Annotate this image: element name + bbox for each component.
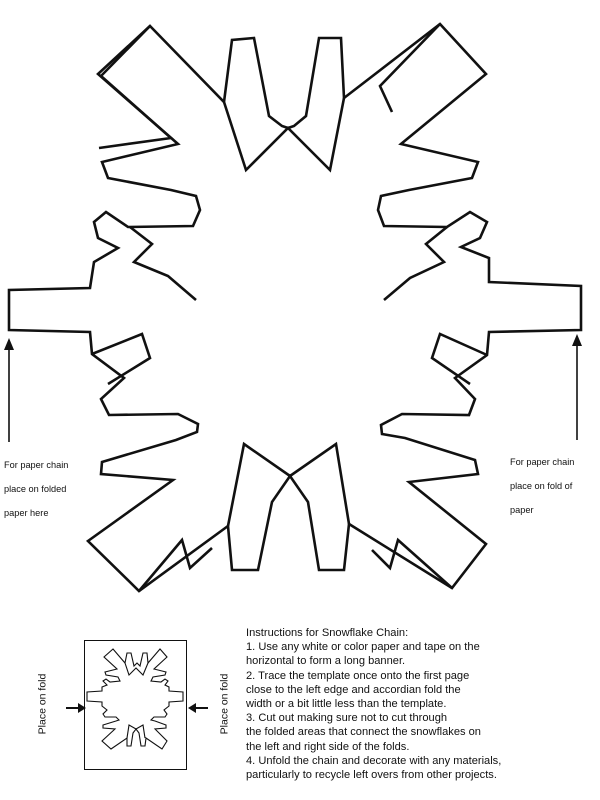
instruction-line: 2. Trace the template once onto the first page xyxy=(246,669,470,682)
left-fold-note-line: For paper chain xyxy=(4,460,69,470)
instruction-line: the folded areas that connect the snowflakes on xyxy=(246,726,481,739)
snowflake-outline xyxy=(9,24,581,591)
instruction-line: 1. Use any white or color paper and tape on the xyxy=(246,641,480,654)
left-fold-note xyxy=(4,447,86,531)
snowflake-inner-top xyxy=(224,98,344,170)
instruction-line: close to the left edge and accordian fold the xyxy=(246,683,461,696)
instruction-line: particularly to recycle left overs from other projects. xyxy=(246,769,497,782)
diagram-left-arrowhead-icon xyxy=(78,703,86,713)
snowflake-arm-top-left xyxy=(99,26,171,148)
diagram-left-fold-label: Place on fold xyxy=(36,673,49,735)
instruction-line: 3. Cut out making sure not to cut through xyxy=(246,712,448,725)
snowflake-arm-right-lower xyxy=(432,334,487,384)
right-fold-note-line: paper xyxy=(510,505,534,515)
left-fold-note-line: paper here xyxy=(4,508,49,518)
right-fold-note xyxy=(510,444,592,528)
chain-fold-diagram xyxy=(36,628,240,798)
instruction-line: horizontal to form a long banner. xyxy=(246,655,406,668)
diagram-right-fold-label: Place on fold xyxy=(218,673,231,735)
instruction-line: the left and right side of the folds. xyxy=(246,740,410,753)
instructions-block xyxy=(246,626,596,782)
instruction-line: 4. Unfold the chain and decorate with any materials, xyxy=(246,754,502,767)
diagram-right-arrowhead-icon xyxy=(188,703,196,713)
snowflake-inner-right xyxy=(384,227,447,300)
instruction-line: width or a bit little less than the template. xyxy=(246,698,447,711)
right-fold-note-line: place on fold of xyxy=(510,481,573,491)
snowflake-inner-bottom xyxy=(228,444,349,526)
snowflake-arm-top-right xyxy=(380,24,440,112)
snowflake-inner-left xyxy=(130,227,196,300)
right-fold-note-line: For paper chain xyxy=(510,457,575,467)
instructions-heading: Instructions for Snowflake Chain: xyxy=(246,627,409,639)
diagram-fold-arrows xyxy=(40,628,240,798)
left-fold-note-line: place on folded xyxy=(4,484,67,494)
